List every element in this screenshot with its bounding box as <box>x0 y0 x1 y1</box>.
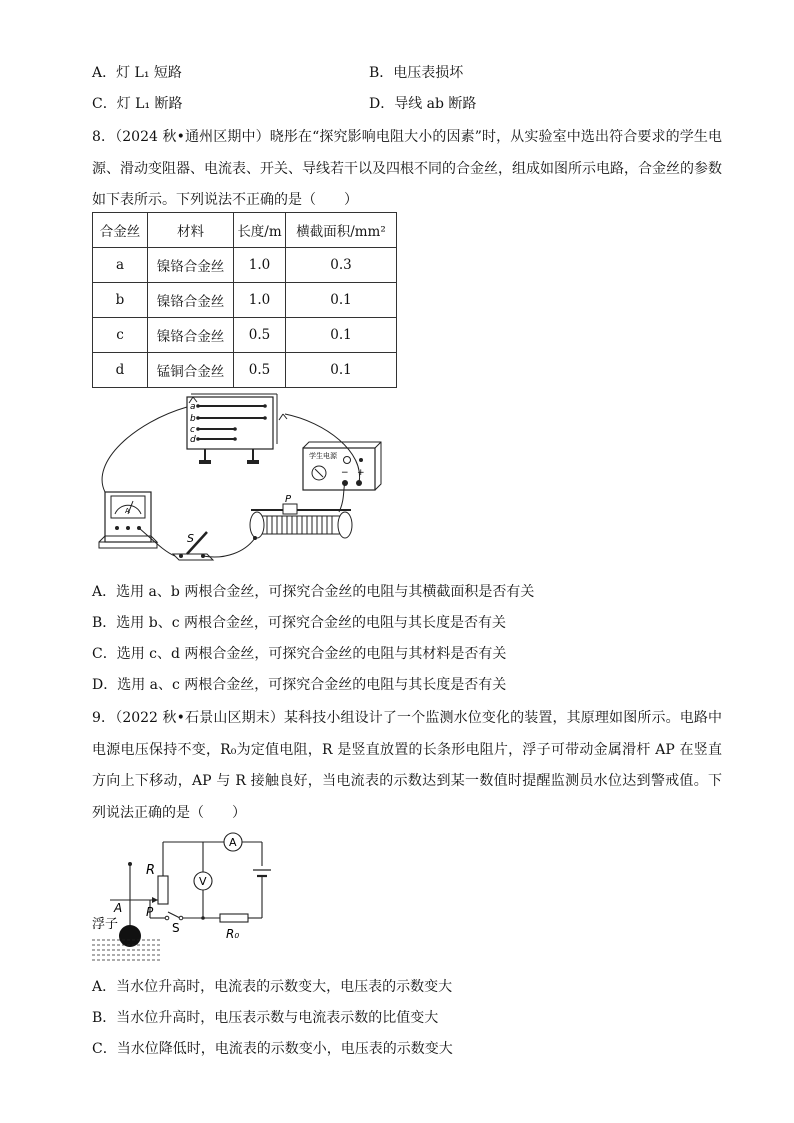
minus-terminal-label: − <box>341 468 349 478</box>
q7-option-a: A．灯 L₁ 短路 <box>92 65 182 81</box>
q9-voltmeter <box>194 872 212 890</box>
table-header: 合金丝 <box>93 213 148 248</box>
table-cell: 0.1 <box>286 318 397 353</box>
table-row <box>93 353 397 388</box>
table-cell: 0.5 <box>234 353 286 388</box>
point-a-label: A <box>114 901 123 915</box>
power-supply-label: 学生电源 <box>309 452 337 460</box>
q9-circuit-figure <box>88 828 278 968</box>
q8-option-a: A．选用 a、b 两根合金丝，可探究合金丝的电阻与其横截面积是否有关 <box>92 584 535 600</box>
switch-label: S <box>187 532 194 545</box>
table-cell: a <box>93 248 148 283</box>
table-cell: 0.1 <box>286 353 397 388</box>
q8-number: 8． <box>92 129 116 145</box>
table-header: 长度/m <box>234 213 286 248</box>
table-row <box>93 318 397 353</box>
resistor-r0-label: R₀ <box>226 927 240 941</box>
q9-option-b: B．当水位升高时，电压表示数与电流表示数的比值变大 <box>92 1010 439 1026</box>
point-p-label: P <box>146 905 154 919</box>
q8-option-c: C．选用 c、d 两根合金丝，可探究合金丝的电阻与其材料是否有关 <box>92 646 507 662</box>
table-row <box>93 248 397 283</box>
q7-option-d: D．导线 ab 断路 <box>369 96 477 112</box>
ammeter-device <box>99 492 157 548</box>
ammeter-label: A <box>125 507 130 515</box>
table-cell: 1.0 <box>234 248 286 283</box>
float-label: 浮子 <box>92 917 119 932</box>
q9-ammeter <box>224 833 242 851</box>
q8-option-d: D．选用 a、c 两根合金丝，可探究合金丝的电阻与其长度是否有关 <box>92 677 507 693</box>
wire-label-b: b <box>190 414 196 424</box>
q9-option-a: A．当水位升高时，电流表的示数变大，电压表的示数变大 <box>92 979 453 995</box>
q8-stem: 8．（2024 秋•通州区期中）晓彤在“探究影响电阻大小的因素”时，从实验室中选出符合要求的学生电源、滑动变阻器、电流表、开关、导线若干以及四根不同的合金丝，组成如图所示电路，合金丝的参数如下表所示。下列说法不正确的是（ ） <box>92 129 722 208</box>
table-cell: 1.0 <box>234 283 286 318</box>
student-power-supply <box>303 442 381 490</box>
alloy-wire-board <box>187 394 277 464</box>
table-cell: 0.5 <box>234 318 286 353</box>
plus-terminal-label: + <box>357 468 365 478</box>
table-cell: 0.3 <box>286 248 397 283</box>
resistor-r-label: R <box>146 863 156 878</box>
table-cell: 镍铬合金丝 <box>148 248 234 283</box>
table-cell: c <box>93 318 148 353</box>
table-header: 横截面积/mm² <box>286 213 397 248</box>
wire-label-a: a <box>190 402 196 412</box>
wire-label-c: c <box>190 425 195 435</box>
alloy-table <box>92 212 397 388</box>
knife-switch <box>173 532 213 560</box>
slider-label: P <box>285 494 292 505</box>
svg-text:A: A <box>229 836 237 849</box>
q9-number: 9． <box>92 710 116 726</box>
table-header: 材料 <box>148 213 234 248</box>
table-cell: b <box>93 283 148 318</box>
q9-stem: 9．（2022 秋•石景山区期末）某科技小组设计了一个监测水位变化的装置，其原理如图所示。电路中电源电压保持不变，R₀为定值电阻，R 是竖直放置的长条形电阻片，浮子可带动金属滑杆 AP 在竖直方向上下移动，AP 与 R 接触良好，当电流表的示数达到某一数值时提醒监测员水位达到警戒值。下列说法正确的是（ ） <box>92 710 722 821</box>
table-header-row <box>93 213 397 248</box>
q7-option-b: B．电压表损坏 <box>369 65 464 81</box>
sliding-rheostat <box>250 494 352 540</box>
q8-option-b: B．选用 b、c 两根合金丝，可探究合金丝的电阻与其长度是否有关 <box>92 615 506 631</box>
table-cell: d <box>93 353 148 388</box>
wire-label-d: d <box>190 435 196 445</box>
q7-option-c: C．灯 L₁ 断路 <box>92 96 183 112</box>
table-cell: 锰铜合金丝 <box>148 353 234 388</box>
q8-circuit-figure <box>95 392 395 572</box>
q9-option-c: C．当水位降低时，电流表的示数变小，电压表的示数变大 <box>92 1041 453 1057</box>
switch-s-label: S <box>172 921 180 935</box>
svg-text:V: V <box>199 875 207 888</box>
float-ball <box>119 925 141 947</box>
table-row <box>93 283 397 318</box>
table-cell: 镍铬合金丝 <box>148 318 234 353</box>
table-cell: 0.1 <box>286 283 397 318</box>
table-cell: 镍铬合金丝 <box>148 283 234 318</box>
